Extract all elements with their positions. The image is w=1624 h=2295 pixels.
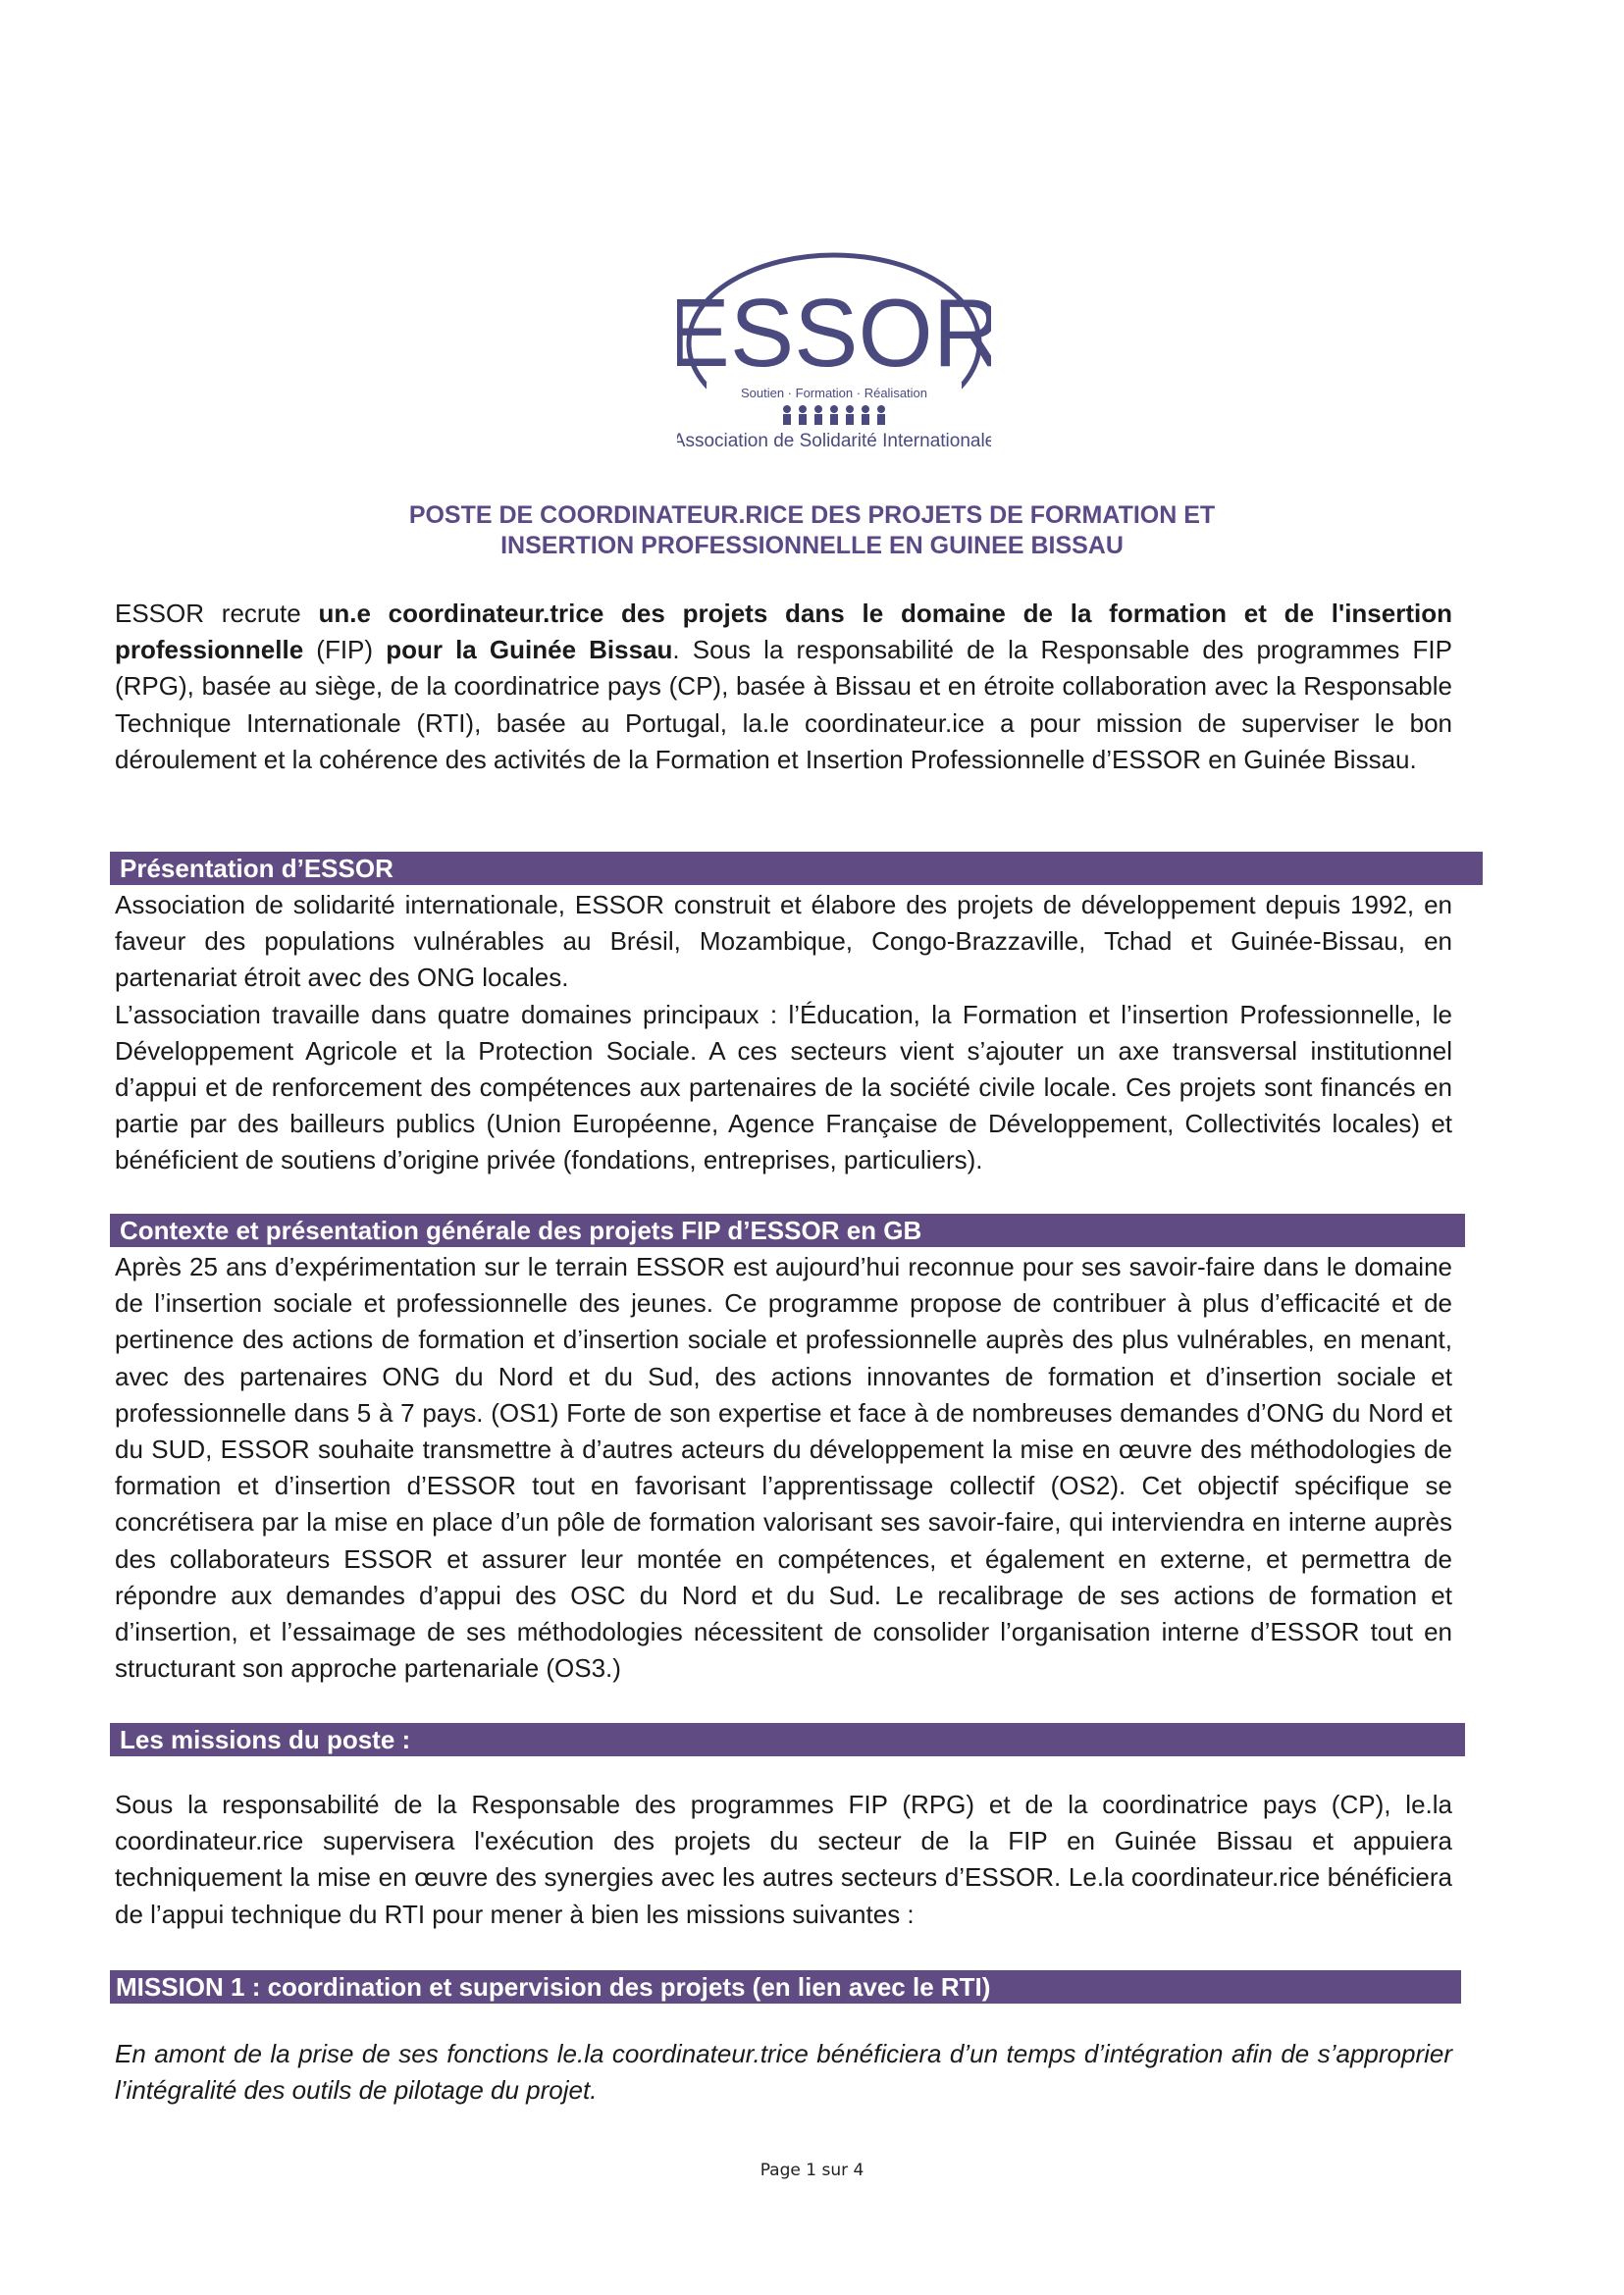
- title-line-2: INSERTION PROFESSIONNELLE EN GUINEE BISSAU: [500, 532, 1124, 559]
- essor-logo-graphic: [677, 250, 991, 461]
- presentation-paragraph-2: L’association travaille dans quatre domaines principaux : l’Éducation, la Formation et l’insertion Professionnelle, le Développement Agricole et la Protection Sociale. A ces secteurs vient s’ajouter un axe transversal institutionnel d’appui et de renforcement des compétences aux partenaires de la société civile locale. Ces projets sont financés en partie par des bailleurs publics (Union Européenne, Agence Française de Développement, Collectivités locales) et bénéficient de soutiens d’origine privée (fondations, entreprises, particuliers).: [115, 999, 1452, 1175]
- intro-text-a: ESSOR recrute: [115, 599, 319, 628]
- section-heading-presentation: Présentation d’ESSOR: [110, 852, 1483, 885]
- presentation-section: [115, 887, 1452, 1179]
- page-number: Page 1 sur 4: [760, 2161, 864, 2180]
- contexte-section: [115, 1249, 1452, 1687]
- mission-1-paragraph: En amont de la prise de ses fonctions le.la coordinateur.trice bénéficiera d’un temps d’intégration afin de s’approprier l’intégralité des outils de pilotage du projet.: [115, 2039, 1452, 2106]
- mission-1-section: [115, 2036, 1452, 2109]
- essor-logo: [677, 250, 991, 461]
- logo-subtitle: Association de Solidarité Internationale: [677, 431, 991, 451]
- intro-section: [115, 596, 1452, 778]
- page-title: [0, 500, 1624, 561]
- intro-text-c: (FIP): [303, 635, 387, 665]
- logo-tagline: Soutien · Formation · Réalisation: [740, 386, 928, 400]
- logo-name: ESSOR: [677, 279, 991, 387]
- contexte-paragraph: Après 25 ans d’expérimentation sur le terrain ESSOR est aujourd’hui reconnue pour ses savoir-faire dans le domaine de l’insertion sociale et professionnelle des jeunes. Ce programme propose de contribuer à plus d’efficacité et de pertinence des actions de formation et d’insertion sociale et professionnelle auprès des plus vulnérables, en menant, avec des partenaires ONG du Nord et du Sud, des actions innovantes de formation et d’insertion sociale et professionnelle dans 5 à 7 pays. (OS1) Forte de son expertise et face à de nombreuses demandes d’ONG du Nord et du SUD, ESSOR souhaite transmettre à d’autres acteurs du développement la mise en œuvre des méthodologies de formation et d’insertion d’ESSOR tout en favorisant l’apprentissage collectif (OS2). Cet objectif spécifique se concrétisera par la mise en place d’un pôle de formation valorisant ses savoir-faire, qui interviendra en interne auprès des collaborateurs ESSOR et assurer leur montée en compétences, et également en externe, et permettra de répondre aux demandes d’appui des OSC du Nord et du Sud. Le recalibrage de ses actions de formation et d’insertion, et l’essaimage de ses méthodologies nécessitent de consolider l’organisation interne d’ESSOR tout en structurant son approche partenariale (OS3.): [115, 1252, 1452, 1684]
- section-heading-missions: Les missions du poste :: [110, 1723, 1465, 1756]
- presentation-paragraph-1: Association de solidarité internationale, ESSOR construit et élabore des projets de développement depuis 1992, en faveur des populations vulnérables au Brésil, Mozambique, Congo-Brazzaville, Tchad et Guinée-Bissau, en partenariat étroit avec des ONG locales.: [115, 890, 1452, 993]
- intro-text-e: . Sous la responsabilité de la Responsable des programmes FIP (RPG), basée au siège, de la coordinatrice pays (CP), basée à Bissau et en étroite collaboration avec la Responsable Technique Internationale (RTI), basée au Portugal, la.le coordinateur.ice a pour mission de superviser le bon déroulement et la cohérence des activités de la Formation et Insertion Professionnelle d’ESSOR en Guinée Bissau.: [115, 635, 1452, 774]
- intro-text-bold-country: pour la Guinée Bissau: [386, 635, 673, 665]
- section-heading-mission-1: MISSION 1 : coordination et supervision des projets (en lien avec le RTI): [110, 1970, 1461, 2004]
- section-heading-contexte: Contexte et présentation générale des projets FIP d’ESSOR en GB: [110, 1214, 1465, 1247]
- intro-text-bold-role: un.e coordinateur.trice des projets dans le domaine de la formation et de l'insertion professionnelle: [115, 599, 1452, 665]
- missions-paragraph: Sous la responsabilité de la Responsable des programmes FIP (RPG) et de la coordinatrice pays (CP), le.la coordinateur.rice supervisera l'exécution des projets du secteur de la FIP en Guinée Bissau et appuiera techniquement la mise en œuvre des synergies avec les autres secteurs d’ESSOR. Le.la coordinateur.rice bénéficiera de l’appui technique du RTI pour mener à bien les missions suivantes :: [115, 1790, 1452, 1929]
- missions-section: [115, 1787, 1452, 1933]
- intro-paragraph: [115, 596, 1452, 778]
- title-line-1: POSTE DE COORDINATEUR.RICE DES PROJETS DE FORMATION ET: [408, 501, 1216, 529]
